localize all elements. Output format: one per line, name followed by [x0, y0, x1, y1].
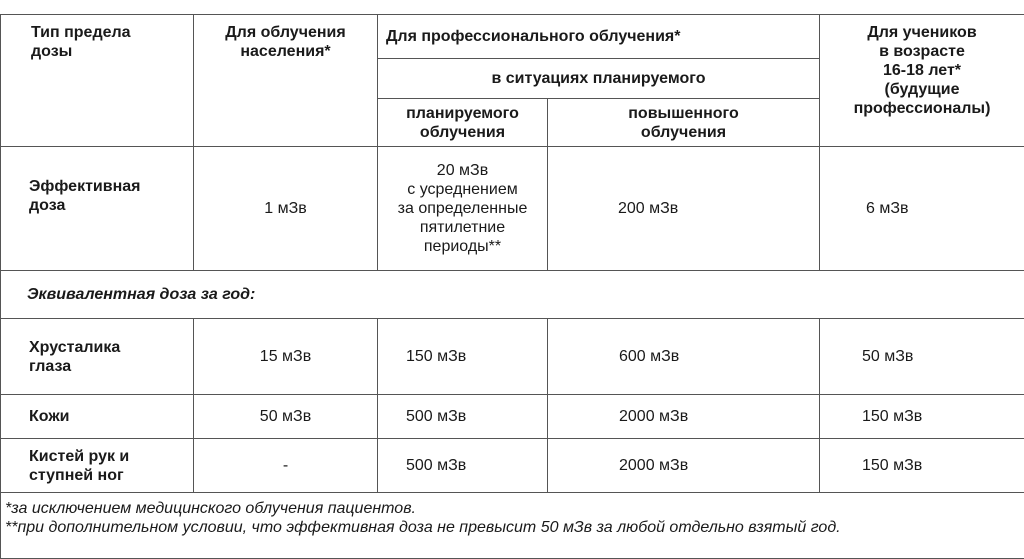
- table-row: [1, 395, 1024, 439]
- row-label-effective-dose: [1, 147, 194, 271]
- row-label-line: Хрусталика: [29, 338, 193, 357]
- row-label-line: доза: [29, 196, 193, 215]
- planned-note-line: за определенные: [378, 199, 547, 218]
- header-public-line: Для облучения: [194, 23, 377, 42]
- cell-effective-elevated: 200 мЗв: [548, 147, 820, 271]
- header-planned-line: планируемого: [378, 104, 547, 123]
- row-label-eye-lens: [1, 319, 194, 395]
- header-elevated-line: облучения: [548, 123, 819, 142]
- row-label-line: Кистей рук и: [29, 447, 193, 466]
- cell-students: 150 мЗв: [820, 395, 1024, 439]
- cell-elevated: 2000 мЗв: [548, 439, 820, 493]
- row-label-line: Эффективная: [29, 177, 193, 196]
- footnote-single-asterisk: *за исключением медицинского облучения пациентов.: [5, 499, 1020, 518]
- cell-students: 150 мЗв: [820, 439, 1024, 493]
- header-public-exposure: [194, 15, 378, 147]
- cell-elevated: 600 мЗв: [548, 319, 820, 395]
- row-label-line: Кожи: [29, 407, 193, 426]
- dose-limits-table: [0, 14, 1024, 559]
- cell-planned: 150 мЗв: [378, 319, 548, 395]
- header-students-line: Для учеников: [820, 23, 1024, 42]
- planned-note-line: периоды**: [378, 237, 547, 256]
- header-elevated-line: повышенного: [548, 104, 819, 123]
- row-label-hands-feet: [1, 439, 194, 493]
- cell-effective-planned: [378, 147, 548, 271]
- row-label-skin: [1, 395, 194, 439]
- header-students: [820, 15, 1024, 147]
- header-students-line: в возрасте: [820, 42, 1024, 61]
- table-row-effective-dose: [1, 147, 1024, 271]
- section-title: Эквивалентная доза за год:: [1, 271, 1024, 319]
- cell-public: 50 мЗв: [194, 395, 378, 439]
- table-row: [1, 319, 1024, 395]
- cell-public: -: [194, 439, 378, 493]
- cell-effective-public: 1 мЗв: [194, 147, 378, 271]
- footnotes-row: [1, 493, 1024, 559]
- cell-public: 15 мЗв: [194, 319, 378, 395]
- header-dose-limit-type-line: Тип предела: [31, 23, 193, 42]
- section-equivalent-dose: [1, 271, 1024, 319]
- header-dose-limit-type-line: дозы: [31, 42, 193, 61]
- planned-note-line: 20 мЗв: [378, 161, 547, 180]
- header-students-line: профессионалы): [820, 99, 1024, 118]
- cell-planned: 500 мЗв: [378, 439, 548, 493]
- footnotes: [1, 493, 1024, 559]
- header-students-line: 16-18 лет*: [820, 61, 1024, 80]
- cell-effective-students: 6 мЗв: [820, 147, 1024, 271]
- header-public-line: населения*: [194, 42, 377, 61]
- header-students-line: (будущие: [820, 80, 1024, 99]
- row-label-line: глаза: [29, 357, 193, 376]
- header-dose-limit-type: [1, 15, 194, 147]
- header-planned-exposure: [378, 99, 548, 147]
- planned-note-line: пятилетние: [378, 218, 547, 237]
- table-row: [1, 439, 1024, 493]
- row-label-line: ступней ног: [29, 466, 193, 485]
- cell-planned: 500 мЗв: [378, 395, 548, 439]
- header-elevated-exposure: [548, 99, 820, 147]
- header-planned-line: облучения: [378, 123, 547, 142]
- header-planned-situations: в ситуациях планируемого: [378, 59, 820, 99]
- planned-note-line: с усреднением: [378, 180, 547, 199]
- footnote-double-asterisk: **при дополнительном условии, что эффективная доза не превысит 50 мЗв за любой отдельно взятый год.: [5, 518, 1020, 537]
- cell-students: 50 мЗв: [820, 319, 1024, 395]
- cell-elevated: 2000 мЗв: [548, 395, 820, 439]
- header-professional-exposure: Для профессионального облучения*: [378, 15, 820, 59]
